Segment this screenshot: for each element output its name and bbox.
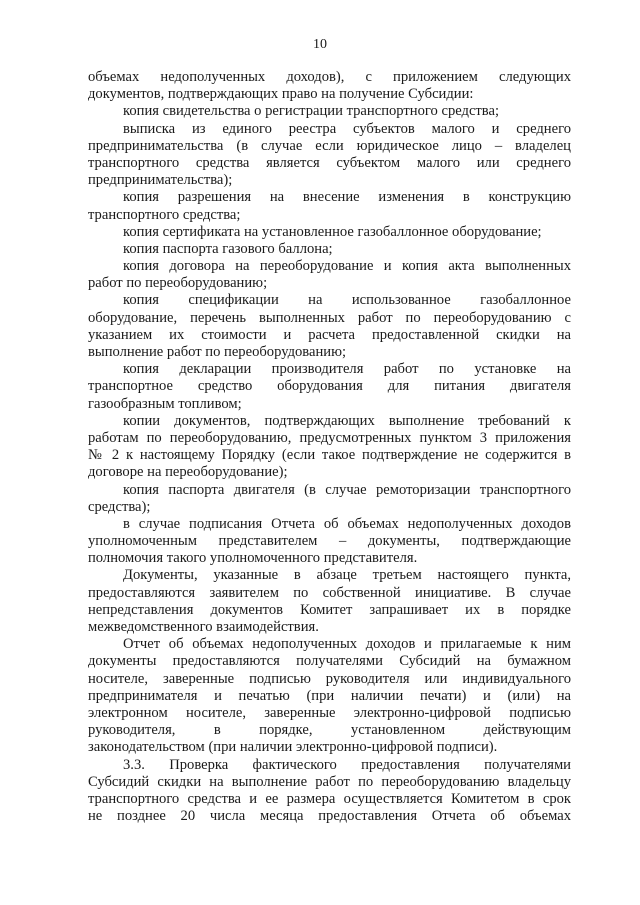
text-line: документов, подтверждающих право на получение Субсидии: [88, 86, 474, 103]
paragraph [88, 413, 571, 482]
text-line: договоре на переоборудование); [88, 464, 288, 481]
text-line: копия сертификата на установленное газобаллонное оборудование; [123, 223, 542, 240]
text-line: 3.3. Проверка фактического предоставления получателями [123, 756, 571, 773]
paragraph [88, 189, 571, 223]
text-line: Документы, указанные в абзаце третьем настоящего пункта, [123, 567, 571, 584]
paragraph [88, 482, 571, 516]
paragraph [88, 757, 571, 826]
text-line: непредставления документов Комитет запрашивает их в порядке [88, 601, 571, 618]
paragraph [88, 258, 571, 292]
text-line: копия свидетельства о регистрации транспортного средства; [123, 103, 500, 120]
paragraph [88, 636, 571, 756]
text-line: Субсидий скидки на выполнение работ по переоборудованию владельцу [88, 773, 571, 790]
paragraph [88, 292, 571, 361]
text-line: предпринимателя и печатью (при наличии печати) и (или) на [88, 687, 571, 704]
text-line: транспортного средства является субъектом малого или среднего [88, 154, 571, 171]
text-line: носителе, заверенные подписью руководителя или индивидуального [88, 670, 571, 687]
text-line: Отчет об объемах недополученных доходов и прилагаемые к ним [123, 636, 571, 653]
text-line: транспортного средства и ее размера осуществляется Комитетом в срок [88, 790, 571, 807]
text-line: законодательством (при наличии электронно-цифровой подписи). [88, 739, 498, 756]
text-line: уполномоченным представителем – документы, подтверждающие [88, 533, 571, 550]
text-line: копия декларации производителя работ по установке на [123, 361, 571, 378]
text-line: руководителя, в порядке, установленном действующим [88, 722, 571, 739]
paragraph [88, 516, 571, 568]
paragraph [88, 361, 571, 413]
text-line: работ по переоборудованию; [88, 275, 268, 292]
text-line: электронном носителе, заверенные электронно-цифровой подписью [88, 704, 571, 721]
paragraph [88, 69, 571, 103]
text-line: копия договора на переоборудование и копия акта выполненных [123, 258, 571, 275]
text-line: газообразным топливом; [88, 395, 242, 412]
text-line: предпринимательства); [88, 172, 233, 189]
text-line: копия паспорта двигателя (в случае ремоторизации транспортного [123, 481, 571, 498]
text-line: полномочия такого уполномоченного представителя. [88, 550, 418, 567]
document-body [88, 69, 571, 825]
text-line: средства); [88, 498, 151, 515]
text-line: копия паспорта газового баллона; [123, 240, 333, 257]
page-number: 10 [313, 37, 327, 52]
text-line: предоставляются заявителем по собственной инициативе. В случае [88, 584, 571, 601]
text-line: межведомственного взаимодействия. [88, 619, 319, 635]
paragraph [88, 103, 571, 120]
text-line: копия разрешения на внесение изменения в конструкцию [123, 189, 571, 206]
text-line: транспортного средства; [88, 206, 241, 223]
text-line: копии документов, подтверждающих выполнение требований к [123, 412, 571, 429]
text-line: документы предоставляются получателями Субсидий на бумажном [88, 653, 571, 670]
paragraph [88, 224, 571, 241]
paragraph [88, 121, 571, 190]
text-line: выписка из единого реестра субъектов малого и среднего [123, 120, 571, 137]
text-line: работам по переоборудованию, предусмотренных пунктом 3 приложения [88, 429, 571, 446]
paragraph [88, 241, 571, 258]
text-line: копия спецификации на использованное газобаллонное [123, 292, 571, 309]
text-line: выполнение работ по переоборудованию; [88, 344, 347, 360]
text-line: в случае подписания Отчета об объемах недополученных доходов [123, 515, 571, 532]
paragraph [88, 567, 571, 636]
text-line: № 2 к настоящему Порядку (если такое подтверждение не содержится в [88, 447, 571, 464]
text-line: указанием их стоимости и расчета предоставленной скидки на [88, 326, 571, 343]
text-line: оборудование, перечень выполненных работ по переоборудованию с [88, 309, 571, 326]
text-line: объемах недополученных доходов), с приложением следующих [88, 69, 571, 85]
text-line: транспортное средство оборудования для питания двигателя [88, 378, 571, 395]
text-line: предпринимательства (в случае если юридическое лицо – владелец [88, 137, 571, 154]
text-line: не позднее 20 числа месяца предоставления Отчета об объемах [88, 808, 571, 825]
